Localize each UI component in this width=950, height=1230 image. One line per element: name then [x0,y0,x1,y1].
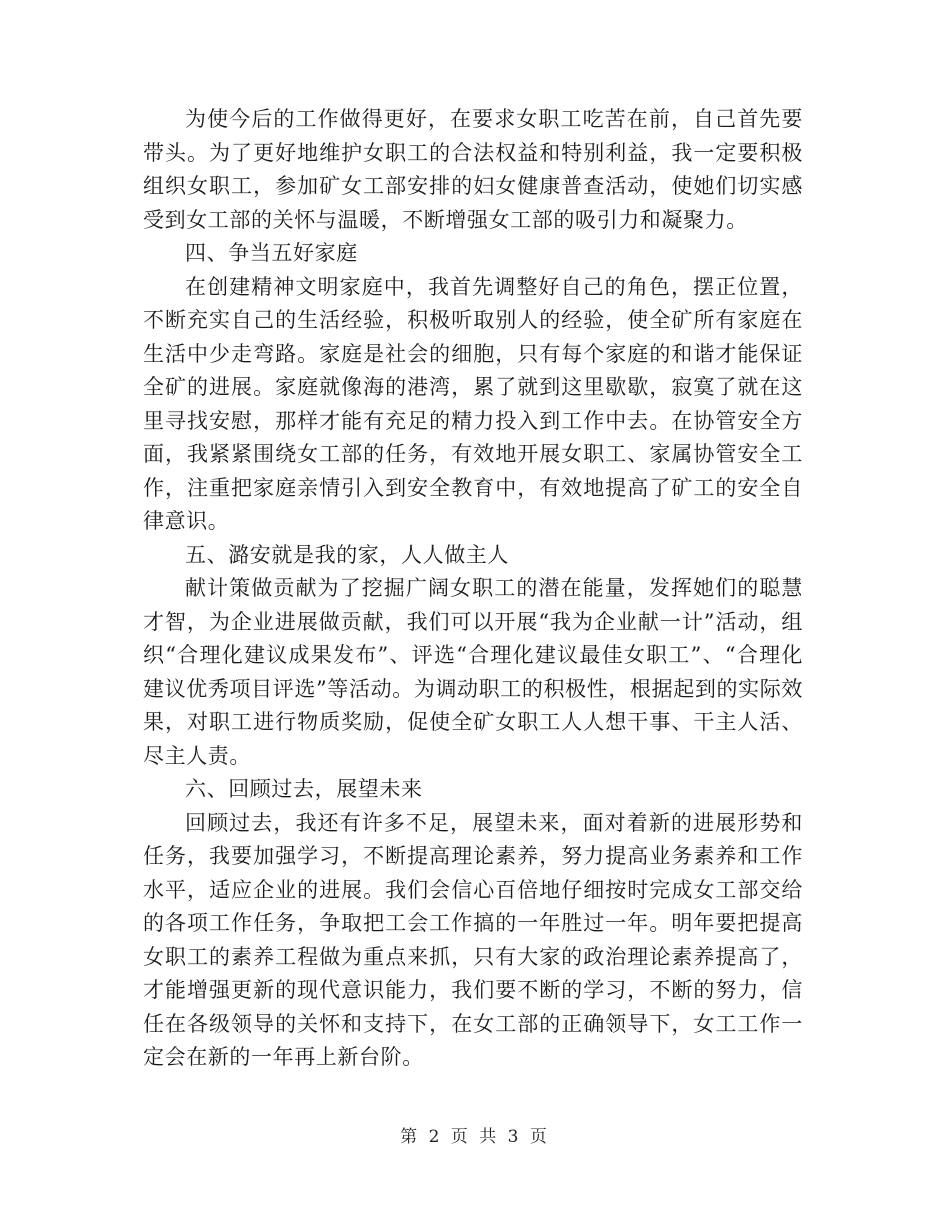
paragraph-suggestions: 献计策做贡献为了挖掘广阔女职工的潜在能量，发挥她们的聪慧才智，为企业进展做贡献，我们可以开展“我为企业献一计”活动，组织“合理化建议成果发布”、评选“合理化建议最佳女职工”、“合理化建议优秀项目评选”等活动。为调动职工的积极性，根据起到的实际效果，对职工进行物质奖励，促使全矿女职工人人想干事、干主人活、尽主人责。 [143,576,803,768]
section-heading-4: 四、争当五好家庭 [185,241,358,265]
page-number-footer: 第 2 页 共 3 页 [400,1127,550,1147]
section-heading-5: 五、潞安就是我的家，人人做主人 [185,542,509,567]
paragraph-intro: 为使今后的工作做得更好，在要求女职工吃苦在前，自己首先要带头。为了更好地维护女职工的合法权益和特别利益，我一定要积极组织女职工，参加矿女工部安排的妇女健康普查活动，使她们切实感受到女工部的关怀与温暖，不断增强女工部的吸引力和凝聚力。 [143,107,803,232]
paragraph-outlook: 回顾过去，我还有许多不足，展望未来，面对着新的进展形势和任务，我要加强学习，不断提高理论素养，努力提高业务素养和工作水平，适应企业的进展。我们会信心百倍地仔细按时完成女工部交给的各项工作任务，争取把工会工作搞的一年胜过一年。明年要把提高女职工的素养工程做为重点来抓，只有大家的政治理论素养提高了，才能增强更新的现代意识能力，我们要不断的学习，不断的努力，信任在各级领导的关怀和支持下，在女工部的正确领导下，女工工作一定会在新的一年再上新台阶。 [143,810,803,1069]
document-body [143,103,803,1075]
section-heading-6: 六、回顾过去，展望未来 [185,777,423,801]
paragraph-family: 在创建精神文明家庭中，我首先调整好自己的角色，摆正位置，不断充实自己的生活经验，积极听取别人的经验，使全矿所有家庭在生活中少走弯路。家庭是社会的细胞，只有每个家庭的和谐才能保证全矿的进展。家庭就像海的港湾，累了就到这里歇歇，寂寞了就在这里寻找安慰，那样才能有充足的精力投入到工作中去。在协管安全方面，我紧紧围绕女工部的任务，有效地开展女职工、家属协管安全工作，注重把家庭亲情引入到安全教育中，有效地提高了矿工的安全自律意识。 [143,274,803,533]
